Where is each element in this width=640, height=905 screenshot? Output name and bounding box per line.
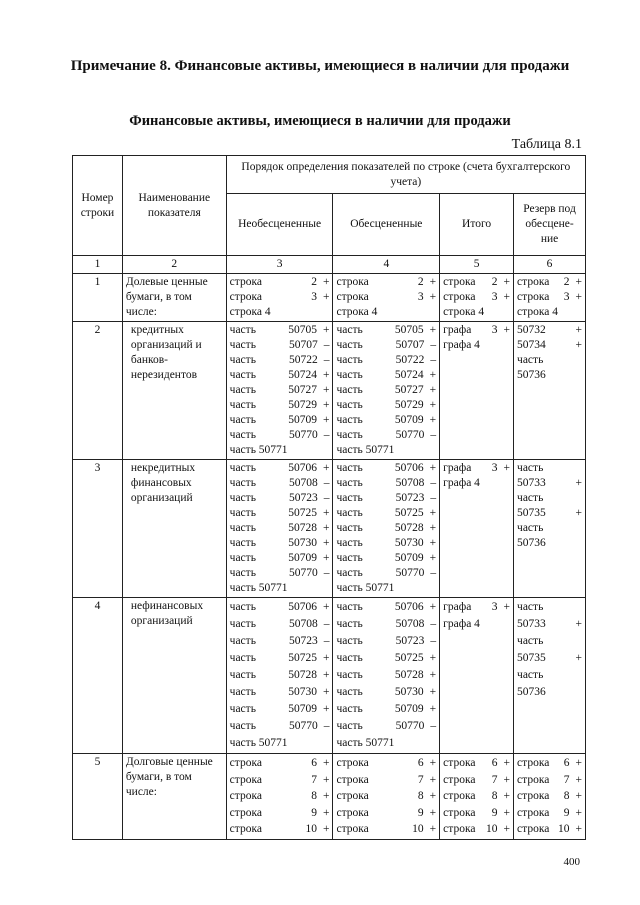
- formula-cell: [514, 322, 586, 460]
- formula-line: часть 50770 –: [229, 429, 330, 441]
- formula-line: строка 3 +: [443, 291, 511, 303]
- indicator-name-cell: некредитных финансовых организаций: [122, 460, 226, 598]
- formula-line: строка 3 +: [336, 291, 437, 303]
- formula-line: строка 2 +: [229, 276, 330, 288]
- formula-line: строка 6 +: [229, 757, 330, 769]
- formula-line: строка 8 +: [443, 790, 511, 803]
- formula-line: часть 50709 +: [229, 703, 330, 715]
- formula-line: строка 6 +: [517, 757, 582, 769]
- formula-line: часть 50730 +: [229, 537, 330, 549]
- formula-line: часть 50705 +: [229, 324, 330, 336]
- formula-line: часть 50709 +: [336, 414, 437, 426]
- table-number: Таблица 8.1: [511, 137, 582, 152]
- formula-cell: [333, 754, 440, 840]
- formula-line: строка 8 +: [517, 790, 582, 803]
- formula-line: строка 7 +: [336, 773, 437, 786]
- header-indicator-name: Наименование показателя: [122, 156, 226, 256]
- formula-line: часть 50708 –: [229, 618, 330, 630]
- formula-line: часть 50730 +: [336, 686, 437, 698]
- formula-line: строка 3 +: [517, 291, 582, 303]
- table-row: [73, 274, 586, 322]
- formula-line: часть 50709 +: [336, 703, 437, 715]
- formula-line: часть 50727 +: [229, 384, 330, 396]
- formula-line: часть 50706 +: [336, 601, 437, 613]
- column-number: 5: [440, 256, 514, 274]
- formula-line: часть 50729 +: [229, 399, 330, 411]
- formula-cell: [514, 274, 586, 322]
- formula-line: 50736: [517, 537, 546, 549]
- formula-line: строка 10 +: [443, 823, 511, 836]
- table-row: [73, 322, 586, 460]
- formula-line: 50733 +: [517, 477, 582, 489]
- formula-line: строка 4: [443, 306, 485, 318]
- column-number: 6: [514, 256, 586, 274]
- formula-line: строка 8 +: [229, 790, 330, 803]
- formula-line: строка 6 +: [336, 757, 437, 769]
- formula-line: часть 50707 –: [336, 339, 437, 351]
- formula-line: часть 50706 +: [336, 462, 437, 474]
- formula-line: графа 4: [443, 339, 480, 351]
- row-number-cell: 3: [73, 460, 123, 598]
- note-title: Примечание 8. Финансовые активы, имеющиеся в наличии для продажи: [70, 58, 570, 74]
- formula-line: строка 7 +: [443, 773, 511, 786]
- formula-line: часть 50727 +: [336, 384, 437, 396]
- formula-line: графа 3 +: [443, 462, 511, 474]
- formula-line: строка 9 +: [443, 806, 511, 819]
- formula-line: часть 50770 –: [336, 720, 437, 732]
- column-numbers-row: [73, 256, 586, 274]
- formula-line: часть: [517, 635, 544, 647]
- financial-assets-table: [72, 155, 586, 840]
- formula-line: часть 50709 +: [229, 552, 330, 564]
- formula-line: 50736: [517, 686, 546, 698]
- formula-line: часть 50723 –: [336, 635, 437, 647]
- header-impaired: Обесцененные: [333, 194, 440, 256]
- formula-line: часть 50707 –: [229, 339, 330, 351]
- table-row: [73, 754, 586, 840]
- formula-cell: [226, 754, 333, 840]
- formula-cell: [514, 460, 586, 598]
- formula-line: часть: [517, 462, 544, 474]
- formula-line: часть 50728 +: [229, 522, 330, 534]
- formula-line: часть 50771: [229, 444, 288, 456]
- formula-line: часть 50708 –: [336, 618, 437, 630]
- formula-line: часть 50771: [336, 737, 395, 749]
- formula-line: часть 50728 +: [336, 669, 437, 681]
- formula-line: строка 10 +: [336, 823, 437, 836]
- formula-line: 50733 +: [517, 618, 582, 630]
- formula-line: часть: [517, 492, 544, 504]
- formula-line: 50736: [517, 369, 546, 381]
- formula-cell: [440, 274, 514, 322]
- formula-line: часть 50770 –: [229, 720, 330, 732]
- formula-line: часть 50730 +: [336, 537, 437, 549]
- formula-line: строка 2 +: [336, 276, 437, 288]
- formula-line: строка 4: [229, 306, 271, 318]
- formula-cell: [440, 598, 514, 754]
- formula-cell: [226, 460, 333, 598]
- formula-line: часть 50706 +: [229, 462, 330, 474]
- header-total: Итого: [440, 194, 514, 256]
- formula-cell: [333, 274, 440, 322]
- indicator-name-cell: Долевые ценные бумаги, в том числе:: [122, 274, 226, 322]
- formula-line: часть 50770 –: [336, 567, 437, 579]
- formula-line: строка 10 +: [229, 823, 330, 836]
- formula-line: строка 7 +: [517, 773, 582, 786]
- table-row: [73, 598, 586, 754]
- formula-line: строка 2 +: [443, 276, 511, 288]
- formula-line: часть: [517, 354, 544, 366]
- formula-line: строка 4: [336, 306, 378, 318]
- formula-line: часть 50725 +: [336, 652, 437, 664]
- table-row: [73, 460, 586, 598]
- header-order: Порядок определения показателей по строке (счета бухгалтерского учета): [226, 156, 585, 194]
- formula-line: часть 50770 –: [229, 567, 330, 579]
- column-number: 3: [226, 256, 333, 274]
- formula-line: часть 50724 +: [229, 369, 330, 381]
- formula-line: часть: [517, 669, 544, 681]
- formula-line: графа 4: [443, 477, 480, 489]
- formula-line: часть 50709 +: [229, 414, 330, 426]
- formula-line: графа 3 +: [443, 601, 511, 613]
- table-title: Финансовые активы, имеющиеся в наличии для продажи: [129, 113, 511, 129]
- column-number: 4: [333, 256, 440, 274]
- formula-line: часть 50722 –: [336, 354, 437, 366]
- formula-line: часть 50723 –: [229, 635, 330, 647]
- formula-line: 50734 +: [517, 339, 582, 351]
- row-number-cell: 5: [73, 754, 123, 840]
- column-number: 2: [122, 256, 226, 274]
- header-reserve: Резерв под обесцене-ние: [514, 194, 586, 256]
- formula-line: часть: [517, 522, 544, 534]
- formula-line: часть 50725 +: [336, 507, 437, 519]
- formula-cell: [440, 754, 514, 840]
- formula-line: часть 50708 –: [336, 477, 437, 489]
- formula-line: часть 50729 +: [336, 399, 437, 411]
- formula-line: часть 50708 –: [229, 477, 330, 489]
- formula-line: часть 50771: [336, 582, 395, 594]
- formula-cell: [440, 460, 514, 598]
- formula-line: часть 50730 +: [229, 686, 330, 698]
- formula-cell: [333, 598, 440, 754]
- formula-line: часть 50723 –: [336, 492, 437, 504]
- formula-cell: [333, 460, 440, 598]
- formula-line: строка 9 +: [229, 806, 330, 819]
- formula-line: часть 50709 +: [336, 552, 437, 564]
- formula-line: часть 50722 –: [229, 354, 330, 366]
- formula-line: часть 50725 +: [229, 507, 330, 519]
- formula-line: часть 50728 +: [336, 522, 437, 534]
- formula-line: часть 50706 +: [229, 601, 330, 613]
- formula-line: часть 50771: [336, 444, 395, 456]
- formula-line: 50732 +: [517, 324, 582, 336]
- header-unimpaired: Необесцененные: [226, 194, 333, 256]
- formula-line: часть 50728 +: [229, 669, 330, 681]
- formula-line: часть 50771: [229, 582, 288, 594]
- page-number: 400: [563, 856, 580, 868]
- formula-line: строка 3 +: [229, 291, 330, 303]
- formula-cell: [440, 322, 514, 460]
- formula-cell: [514, 754, 586, 840]
- formula-line: строка 8 +: [336, 790, 437, 803]
- formula-line: часть 50724 +: [336, 369, 437, 381]
- formula-cell: [226, 598, 333, 754]
- formula-line: графа 3 +: [443, 324, 511, 336]
- formula-line: часть 50770 –: [336, 429, 437, 441]
- indicator-name-cell: нефинансовых организаций: [122, 598, 226, 754]
- row-number-cell: 4: [73, 598, 123, 754]
- formula-line: часть 50725 +: [229, 652, 330, 664]
- formula-line: часть: [517, 601, 544, 613]
- formula-line: строка 9 +: [517, 806, 582, 819]
- formula-line: графа 4: [443, 618, 480, 630]
- formula-line: 50735 +: [517, 507, 582, 519]
- formula-line: часть 50705 +: [336, 324, 437, 336]
- indicator-name-cell: Долговые ценные бумаги, в том числе:: [122, 754, 226, 840]
- formula-line: 50735 +: [517, 652, 582, 664]
- formula-cell: [226, 274, 333, 322]
- formula-line: часть 50723 –: [229, 492, 330, 504]
- formula-line: строка 7 +: [229, 773, 330, 786]
- formula-line: строка 10 +: [517, 823, 582, 836]
- row-number-cell: 1: [73, 274, 123, 322]
- indicator-name-cell: кредитных организаций и банков-нерезидентов: [122, 322, 226, 460]
- header-row-number: Номер строки: [73, 156, 123, 256]
- formula-cell: [226, 322, 333, 460]
- formula-line: часть 50771: [229, 737, 288, 749]
- formula-cell: [333, 322, 440, 460]
- formula-cell: [514, 598, 586, 754]
- formula-line: строка 2 +: [517, 276, 582, 288]
- formula-line: строка 6 +: [443, 757, 511, 769]
- formula-line: строка 4: [517, 306, 558, 318]
- column-number: 1: [73, 256, 123, 274]
- formula-line: строка 9 +: [336, 806, 437, 819]
- row-number-cell: 2: [73, 322, 123, 460]
